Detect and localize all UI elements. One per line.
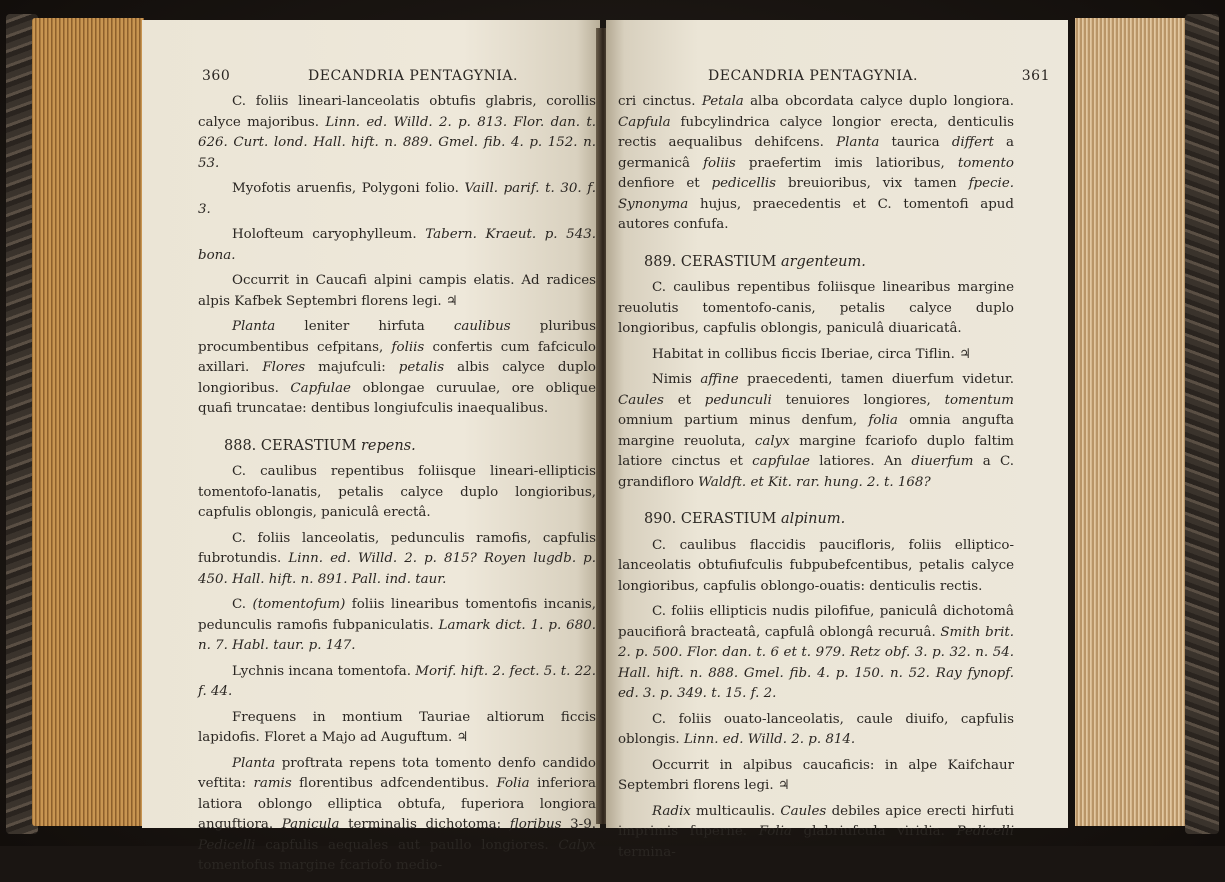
text-run: glabriufcula viridia. xyxy=(791,824,957,839)
book-cover-right xyxy=(1185,14,1219,834)
text-run: C. foliis ouato-lanceolatis, caule diuifo, capfulis oblongis. xyxy=(618,711,1014,747)
right-page-text xyxy=(618,66,1050,868)
text-run: pluribus procumbentibus cefpitans, xyxy=(198,319,596,355)
text-run: fubcylindrica calyce longior erecta, denticulis rectis aequalibus dehifcens. xyxy=(618,114,1014,150)
paragraph xyxy=(198,462,596,524)
italic-text: foliis xyxy=(703,155,736,171)
text-run: Myofotis aruenfis, Polygoni folio. xyxy=(232,181,465,196)
text-run: Habitat in collibus ficcis Iberiae, circa Tiflin. ♃ xyxy=(652,346,972,362)
text-run: C. xyxy=(232,597,253,612)
text-run: a germanicâ xyxy=(618,135,1015,171)
paragraph xyxy=(198,754,596,877)
text-run: C. foliis ellipticis nudis pilofifue, paniculâ dichotomâ paucifiorâ bracteatâ, capfulâ oblongâ recuruâ. xyxy=(618,604,1014,640)
italic-text: capfulae xyxy=(752,454,810,469)
text-run: Frequens in montium Tauriae altiorum ficcis lapidofis. Floret a Majo ad Auguftum. ♃ xyxy=(198,709,596,745)
species-number: 889. CERASTIUM xyxy=(644,253,777,270)
italic-text: diuerfum xyxy=(911,454,974,469)
text-run: Lychnis incana tomentofa. xyxy=(232,663,416,679)
italic-text: Planta xyxy=(232,755,276,771)
paragraph xyxy=(198,708,596,749)
text-run: majufculi: xyxy=(305,360,399,375)
paragraph xyxy=(198,271,596,312)
left-page-text xyxy=(198,66,596,882)
text-run: leniter hirfuta xyxy=(275,319,454,334)
species-epithet: argenteum. xyxy=(780,253,866,270)
text-run: terminalis dichotoma: xyxy=(339,817,510,832)
running-head-title: DECANDRIA PENTAGYNIA. xyxy=(308,68,518,84)
italic-text: Planta xyxy=(232,319,276,334)
italic-text: Caules xyxy=(780,803,827,819)
italic-text: Morif. hift. 2. fect. 5. t. 22. f. 44. xyxy=(198,663,596,699)
text-run: margine fcariofo duplo faltim latiore cinctus et xyxy=(618,433,1014,469)
text-run: albis calyce duplo longioribus. xyxy=(198,360,596,396)
italic-text: folia xyxy=(868,413,898,428)
italic-text: Petala xyxy=(701,94,744,109)
text-run: taurica xyxy=(879,135,952,150)
italic-text: Vaill. parif. t. 30. f. 3. xyxy=(198,181,597,217)
text-run: et xyxy=(663,392,705,408)
paragraph xyxy=(618,92,1014,236)
text-run: omnia angufta margine reuoluta, xyxy=(618,413,1014,449)
species-epithet: alpinum. xyxy=(780,511,846,527)
running-head-title: DECANDRIA PENTAGYNIA. xyxy=(708,68,918,84)
italic-text: pedicellis xyxy=(711,176,777,191)
text-run: proftrata repens tota tomento denfo candido veftita: xyxy=(198,755,596,791)
text-run: C. foliis lanceolatis, pedunculis ramofis, capfulis fubrotundis. xyxy=(198,530,596,566)
italic-text: tomento xyxy=(957,155,1014,171)
italic-text: Linn. ed. Willd. 2. p. 814. xyxy=(683,732,856,747)
italic-text: Panicula xyxy=(281,817,340,832)
text-run: Occurrit in Caucafi alpini campis elatis. Ad radices alpis Kafbek Septembri florens legi. ♃ xyxy=(198,273,596,309)
paragraph xyxy=(198,92,596,174)
species-heading-888 xyxy=(224,436,596,457)
text-run: florentibus adfcendentibus. xyxy=(291,776,497,791)
italic-text: Calyx xyxy=(558,837,596,853)
text-run: praecedenti, tamen diuerfum videtur. xyxy=(738,372,1014,387)
italic-text: Linn. ed. Willd. 2. p. 815? Royen lugdb. p. 450. Hall. hift. n. 891. Pall. ind. taur. xyxy=(198,551,597,587)
text-run: C. caulibus repentibus foliisque linearibus margine reuolutis tomentofo-canis, petalis calyce duplo longioribus, capfulis oblongis, paniculâ diuaricatâ. xyxy=(618,280,1014,336)
left-paragraphs-2 xyxy=(198,462,596,877)
right-page xyxy=(606,20,1068,860)
italic-text: Capfula xyxy=(618,114,671,130)
paragraph xyxy=(618,278,1014,340)
species-heading-890 xyxy=(644,509,1014,530)
text-run: C. caulibus repentibus foliisque lineari-ellipticis tomentofo-lanatis, petalis calyce duplo longioribus, capfulis oblongis, paniculâ erectâ. xyxy=(198,464,596,520)
italic-text: Lamark dict. 1. p. 680. n. 7. Habl. taur. p. 147. xyxy=(198,617,596,653)
text-run: foliis linearibus tomentofis incanis, pedunculis ramofis fubpaniculatis. xyxy=(198,597,597,633)
species-number: 890. CERASTIUM xyxy=(644,511,777,527)
species-epithet: repens. xyxy=(360,437,416,454)
text-run: tomentofus margine fcariofo medio- xyxy=(198,858,443,873)
text-run: a C. grandifloro xyxy=(618,454,1014,490)
italic-text: caulibus xyxy=(453,319,511,334)
text-run: Occurrit in alpibus caucaficis: in alpe Kaifchaur Septembri florens legi. ♃ xyxy=(618,757,1014,793)
paragraph xyxy=(198,662,596,703)
italic-text: Radix xyxy=(652,803,691,819)
paragraph xyxy=(198,529,596,591)
text-run: Holofteum caryophylleum. xyxy=(232,227,426,242)
italic-text: foliis xyxy=(391,339,425,355)
italic-text: Tabern. Kraeut. p. 543. bona. xyxy=(198,227,597,263)
text-run: 3-9. xyxy=(561,817,596,832)
italic-text: Smith brit. 2. p. 500. Flor. dan. t. 6 et t. 979. Retz obf. 3. p. 32. n. 54. Hall. hift. n. 888. Gmel. fib. 4. p. 150. n. 52. Ray fynopf. ed. 3. p. 349. t. 15. f. 2. xyxy=(618,624,1015,701)
italic-text: affine xyxy=(700,372,739,387)
paragraph xyxy=(618,756,1014,797)
text-run: capfulis aequales aut paullo longiores. xyxy=(255,837,559,853)
italic-text: Flores xyxy=(262,360,306,375)
text-run: C. foliis lineari-lanceolatis obtufis glabris, corollis calyce majoribus. xyxy=(198,94,596,130)
text-run: termina- xyxy=(618,844,676,860)
paragraph xyxy=(618,536,1014,598)
text-run: hujus, praecedentis et C. tomentofi apud autores confufa. xyxy=(618,196,1014,232)
italic-text: Capfulae xyxy=(290,380,351,396)
italic-text: Planta xyxy=(836,135,880,150)
page-number: 361 xyxy=(1021,68,1050,84)
text-run: breuioribus, vix tamen xyxy=(776,176,969,191)
page-edges-left xyxy=(32,18,144,826)
text-run: confertis cum fafciculo axillari. xyxy=(198,339,596,375)
text-run: tenuiores longiores, xyxy=(771,392,945,408)
paragraph xyxy=(198,179,596,220)
italic-text: (tomentofum) xyxy=(252,597,346,612)
text-run: cri cinctus. xyxy=(618,94,702,109)
text-run: debiles apice erecti hirfuti imprimis fuperne. xyxy=(618,803,1014,839)
species-number: 888. CERASTIUM xyxy=(224,437,357,454)
paragraph xyxy=(198,595,596,657)
italic-text: Pedicelli xyxy=(956,824,1014,839)
right-paragraphs-2 xyxy=(618,278,1014,493)
left-running-head xyxy=(198,66,596,86)
italic-text: pedunculi xyxy=(704,392,772,408)
text-run: multicaulis. xyxy=(690,803,781,819)
text-run: denfiore et xyxy=(618,176,712,191)
paragraph xyxy=(618,345,1014,366)
text-run: oblongae curuulae, ore oblique quafi truncatae: dentibus longiufculis inaequalibus. xyxy=(198,380,596,416)
italic-text: Caules xyxy=(618,392,664,408)
text-run: omnium partium minus denfum, xyxy=(618,413,869,428)
italic-text: calyx xyxy=(754,433,790,449)
text-run: latiores. An xyxy=(809,454,912,469)
paragraph xyxy=(618,602,1014,705)
text-run: alba obcordata calyce duplo longiora. xyxy=(743,94,1014,109)
text-run: praefertim imis latioribus, xyxy=(735,155,958,171)
page-edges-right xyxy=(1075,18,1185,826)
paragraph xyxy=(618,370,1014,493)
italic-text: tomentum xyxy=(944,392,1014,408)
italic-text: floribus xyxy=(509,817,562,832)
left-page xyxy=(142,20,600,873)
italic-text: fpecie. Synonyma xyxy=(618,176,1014,212)
italic-text: differt xyxy=(951,135,994,150)
italic-text: ramis xyxy=(253,776,292,791)
text-run: Nimis xyxy=(652,372,701,387)
paragraph xyxy=(618,710,1014,751)
paragraph xyxy=(198,225,596,266)
species-heading-889 xyxy=(644,252,1014,273)
text-run: C. caulibus flaccidis paucifloris, foliis elliptico-lanceolatis obtufiufculis fubpubefcentibus, petalis calyce longioribus, capfulis oblongo-ouatis: denticulis rectis. xyxy=(618,537,1014,594)
paragraph xyxy=(618,802,1014,864)
right-running-head xyxy=(618,66,1050,86)
italic-text: Linn. ed. Willd. 2. p. 813. Flor. dan. t. 626. Curt. lond. Hall. hift. n. 889. Gmel. fib. 4. p. 152. n. 53. xyxy=(198,114,596,171)
text-run: inferiora latiora oblongo elliptica obtufa, fuperiora longiora anguftiora. xyxy=(198,776,596,832)
italic-text: Pedicelli xyxy=(198,837,256,853)
page-number: 360 xyxy=(202,68,231,84)
italic-text: petalis xyxy=(398,360,445,375)
italic-text: Folia xyxy=(496,776,530,791)
right-paragraphs-1 xyxy=(618,92,1014,236)
paragraph xyxy=(198,317,596,420)
right-paragraphs-3 xyxy=(618,536,1014,864)
left-paragraphs-1 xyxy=(198,92,596,420)
italic-text: Waldft. et Kit. rar. hung. 2. t. 168? xyxy=(698,474,931,490)
italic-text: Folia xyxy=(758,824,792,839)
